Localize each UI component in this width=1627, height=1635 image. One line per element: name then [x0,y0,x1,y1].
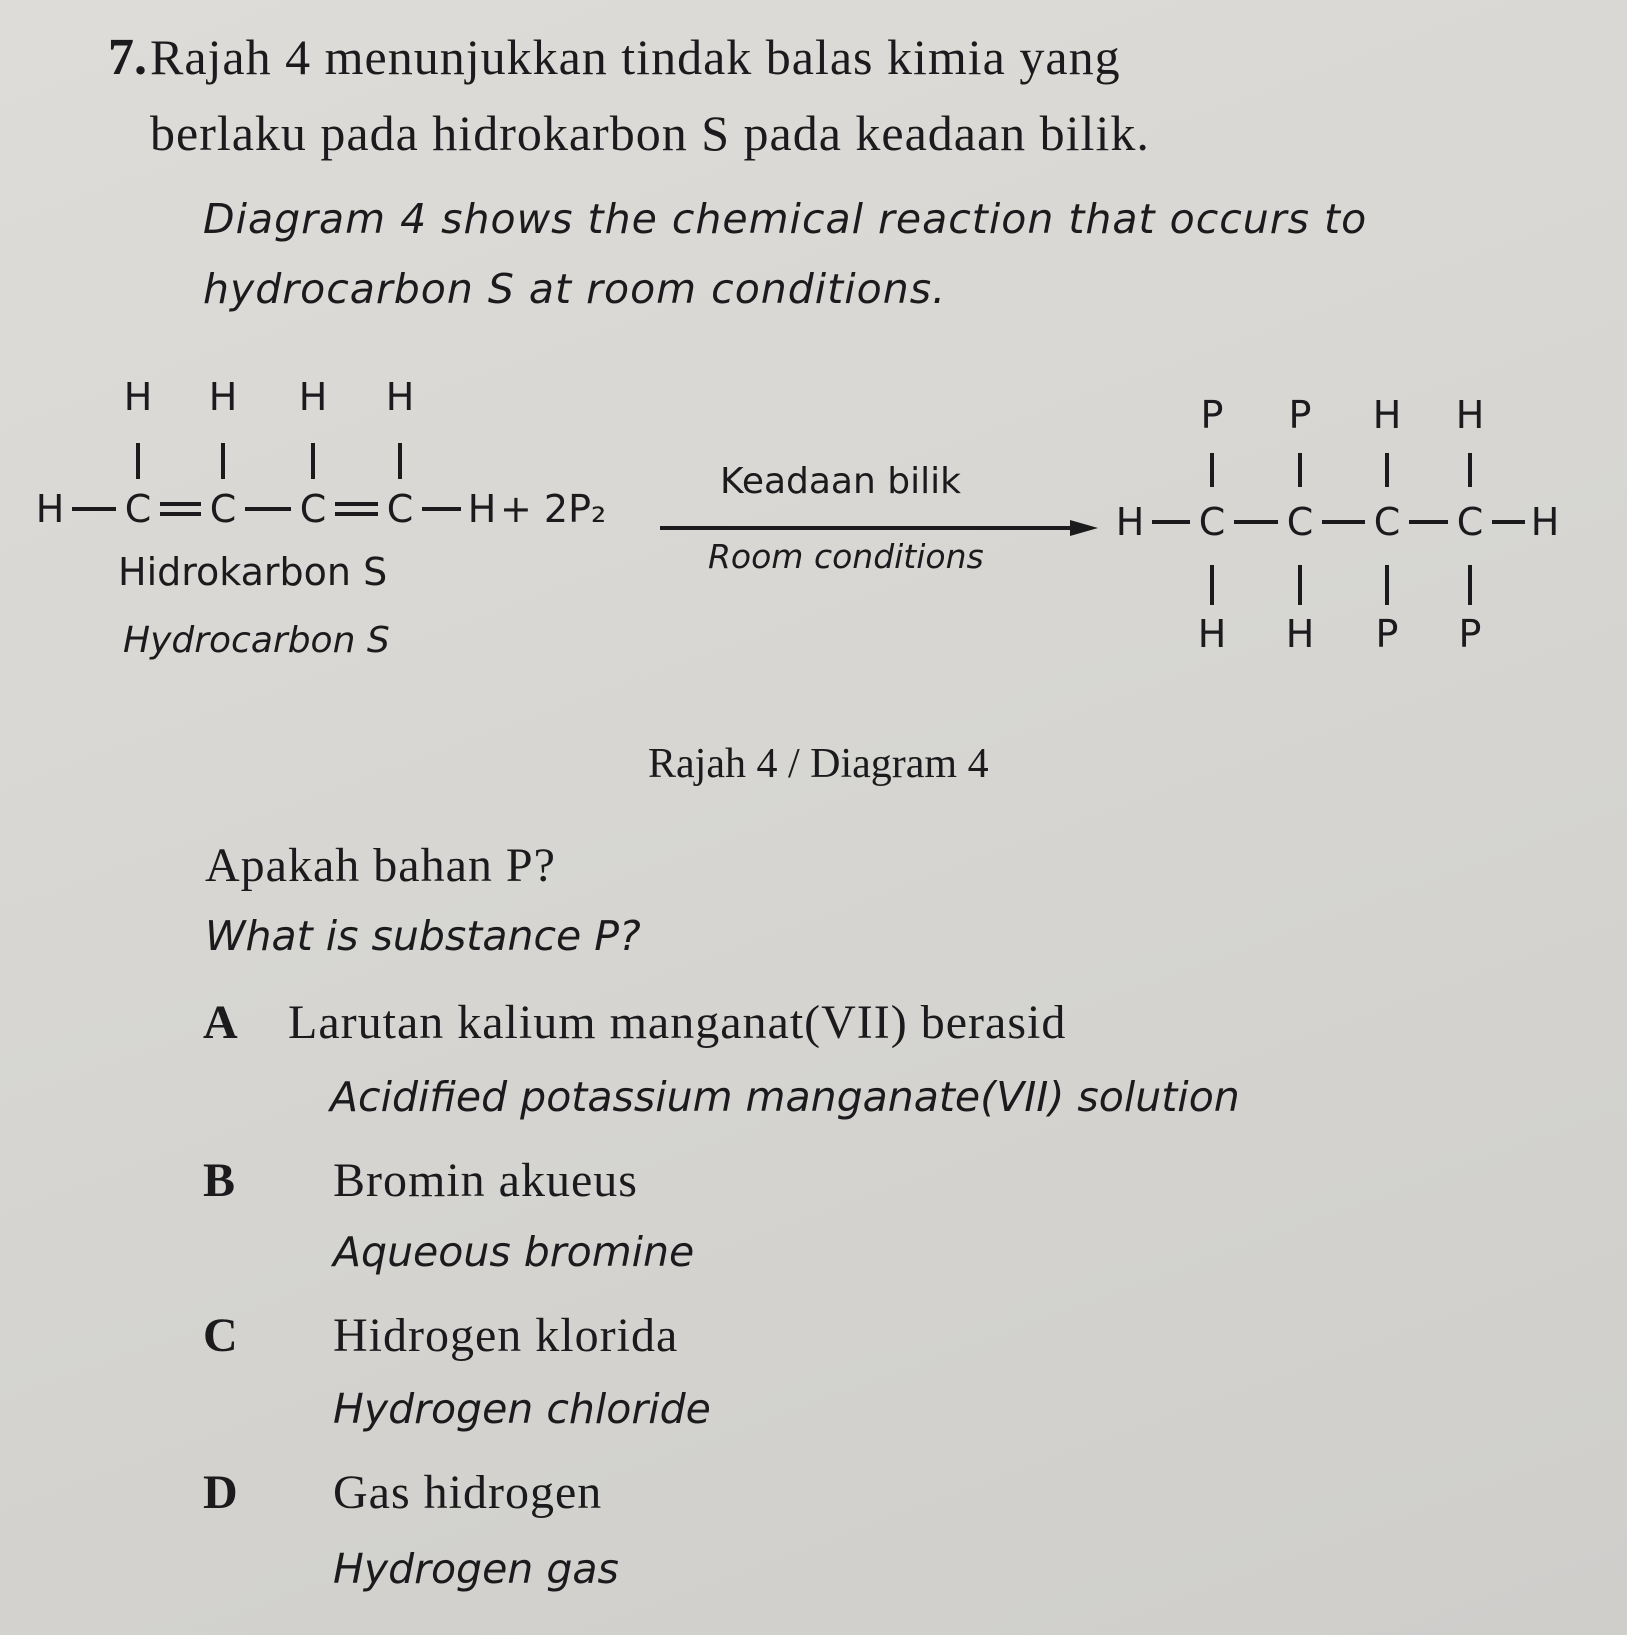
option-d-letter[interactable]: D [203,1466,238,1519]
prompt-malay: Apakah bahan P? [205,839,556,892]
reaction-svg [30,375,1590,695]
condition-english: Room conditions [708,537,984,576]
option-d-malay[interactable]: Gas hidrogen [333,1466,603,1519]
option-b-letter[interactable]: B [203,1154,236,1207]
prompt-english: What is substance P? [205,912,641,960]
product-chain-atom-c3: C [1373,500,1401,544]
reactant-chain-atom-c1: C [124,487,152,531]
reactant-top-atom-1: H [123,375,153,419]
product-chain-atom-h-left: H [1115,500,1145,544]
product-chain-atom-c1: C [1198,500,1226,544]
option-b-malay[interactable]: Bromin akueus [333,1154,638,1207]
option-c-letter[interactable]: C [203,1309,238,1362]
reagent: + 2P₂ [500,487,607,531]
product-bottom-atom-2: H [1285,612,1315,656]
option-a-letter[interactable]: A [203,996,238,1049]
option-a-malay[interactable]: Larutan kalium manganat(VII) berasid [288,996,1067,1049]
product-top-atom-2: P [1288,393,1312,437]
product-bottom-atom-4: P [1458,612,1482,656]
product-chain-atom-c4: C [1456,500,1484,544]
arrow-head [1070,520,1098,536]
reactant-chain-atom-c3: C [299,487,327,531]
reactant-label-malay: Hidrokarbon S [118,550,388,594]
reactant-chain-atom-h-right: H [467,487,497,531]
product-bottom-atom-1: H [1197,612,1227,656]
question-malay-line-2: berlaku pada hidrokarbon S pada keadaan bilik. [150,105,1150,161]
option-a-english[interactable]: Acidified potassium manganate(VII) solution [330,1073,1240,1121]
product-top-atom-3: H [1372,393,1402,437]
question-malay-line-1: Rajah 4 menunjukkan tindak balas kimia yang [150,29,1121,85]
option-c-english[interactable]: Hydrogen chloride [333,1385,711,1433]
diagram-caption: Rajah 4 / Diagram 4 [648,741,989,787]
reactant-chain-atom-c2: C [209,487,237,531]
product-chain-atom-c2: C [1286,500,1314,544]
condition-malay: Keadaan bilik [720,461,961,502]
option-b-english[interactable]: Aqueous bromine [333,1228,695,1276]
reactant-top-atom-2: H [208,375,238,419]
reactant-label-english: Hydrocarbon S [123,620,390,661]
product-bottom-atom-3: P [1375,612,1399,656]
reactant-top-atom-3: H [298,375,328,419]
question-english-line-2: hydrocarbon S at room conditions. [203,265,947,313]
question-english-line-1: Diagram 4 shows the chemical reaction that occurs to [203,195,1368,243]
reaction-diagram [30,375,1590,695]
reactant-top-atom-4: H [385,375,415,419]
reactant-chain-atom-h-left: H [35,487,65,531]
reactant-chain-atom-c4: C [386,487,414,531]
option-d-english[interactable]: Hydrogen gas [333,1545,619,1593]
question-number: 7. [108,29,147,86]
product-top-atom-1: P [1200,393,1224,437]
option-c-malay[interactable]: Hidrogen klorida [333,1309,679,1362]
product-top-atom-4: H [1455,393,1485,437]
product-chain-atom-h-right: H [1530,500,1560,544]
